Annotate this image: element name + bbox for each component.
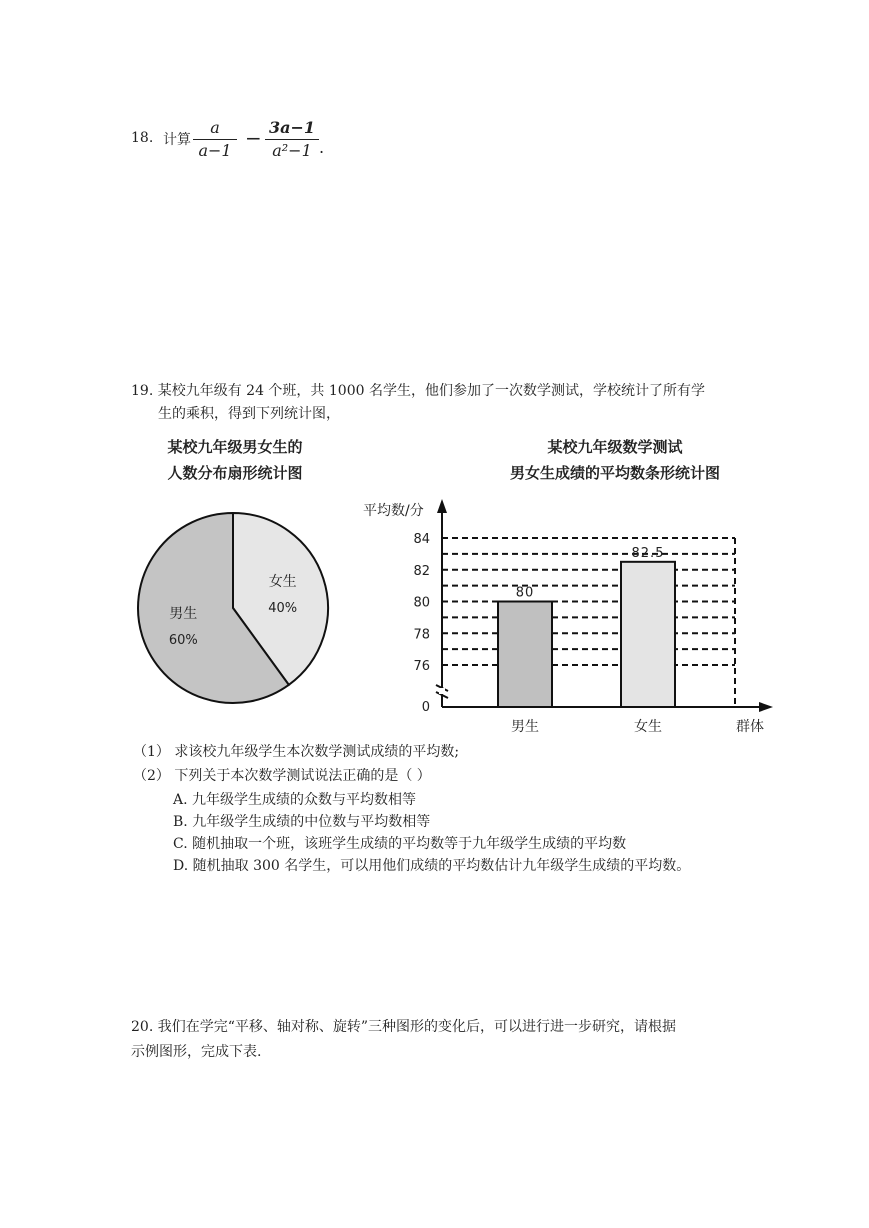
bar-value-label-0: 80 — [515, 585, 535, 601]
minus-sign: − — [245, 126, 262, 150]
y-tick-76: 76 — [413, 659, 430, 674]
bar-value-label-1: 82.5 — [631, 545, 665, 561]
bar-title-line1: 某校九年级数学测试 — [547, 438, 683, 456]
question-18-number: 18. — [131, 130, 154, 146]
question-19-line2: 生的乘积，得到下列统计图， — [158, 406, 340, 422]
fraction-1 — [193, 118, 237, 161]
bar-title-line2: 男女生成绩的平均数条形统计图 — [509, 464, 720, 482]
x-axis-arrow — [759, 702, 773, 712]
pie-label-female: 女生 — [268, 573, 297, 590]
axis-break-gap — [439, 688, 445, 694]
x-category-label-0: 男生 — [511, 719, 539, 735]
x-axis-label: 群体 — [736, 719, 764, 735]
question-19-line1: 19. 某校九年级有 24 个班，共 1000 名学生，他们参加了一次数学测试，学校统计了所有学 — [131, 383, 705, 399]
pie-value-male: 60% — [168, 633, 198, 649]
pie-chart — [130, 505, 340, 715]
options-list — [173, 790, 690, 878]
bar-chart — [355, 495, 785, 745]
pie-chart-title — [140, 434, 330, 486]
option-b: B. 九年级学生成绩的中位数与平均数相等 — [173, 814, 431, 830]
question-19-sub2: （2） 下列关于本次数学测试说法正确的是（ ） — [133, 768, 431, 784]
fraction-1-denominator: a−1 — [198, 141, 232, 160]
fraction-1-numerator: a — [210, 118, 220, 137]
fraction-2-denominator: a²−1 — [272, 141, 312, 160]
pie-label-male: 男生 — [169, 606, 198, 623]
y-tick-82: 82 — [413, 563, 430, 579]
option-d: D. 随机抽取 300 名学生，可以用他们成绩的平均数估计九年级学生成绩的平均数。 — [173, 858, 691, 874]
question-20-line1: 20. 我们在学完“平移、轴对称、旋转”三种图形的变化后，可以进行进一步研究，请根据 — [131, 1019, 677, 1035]
bar-0 — [498, 602, 552, 708]
bar-1 — [621, 562, 675, 707]
fraction-2-numerator: 3a−1 — [268, 118, 316, 137]
bar-chart-title — [470, 434, 760, 486]
question-18-lead: 计算 — [163, 132, 191, 148]
option-a: A. 九年级学生成绩的众数与平均数相等 — [173, 792, 417, 808]
pie-title-line2: 人数分布扇形统计图 — [167, 464, 303, 482]
pie-title-line1: 某校九年级男女生的 — [167, 438, 303, 456]
question-19-sub1: （1） 求该校九年级学生本次数学测试成绩的平均数; — [133, 744, 460, 760]
fraction-2-bar — [265, 139, 319, 140]
fraction-2 — [265, 118, 319, 161]
y-tick-origin: 0 — [421, 700, 430, 715]
question-20-line2: 示例图形，完成下表. — [131, 1044, 262, 1060]
pie-value-female: 40% — [268, 600, 298, 616]
y-tick-84: 84 — [413, 532, 430, 547]
y-tick-78: 78 — [413, 627, 430, 643]
y-tick-80: 80 — [413, 595, 430, 611]
fraction-1-bar — [193, 139, 237, 140]
y-axis-label: 平均数/分 — [363, 503, 424, 519]
y-axis-arrow — [437, 499, 447, 513]
option-c: C. 随机抽取一个班，该班学生成绩的平均数等于九年级学生成绩的平均数 — [173, 836, 627, 852]
question-18-period: . — [319, 138, 325, 157]
x-category-label-1: 女生 — [634, 719, 662, 735]
